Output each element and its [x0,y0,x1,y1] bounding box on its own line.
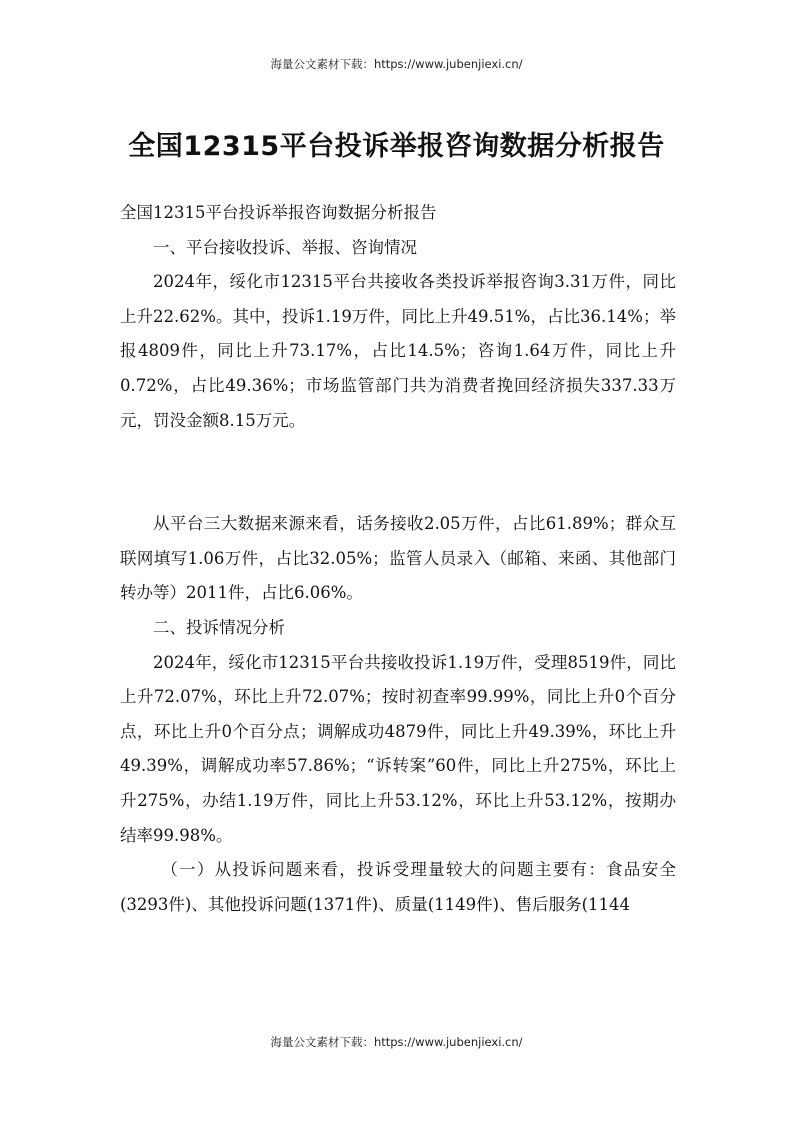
document-body [120,196,676,922]
page-header: 海量公文素材下载：https://www.jubenjiexi.cn/ [270,57,523,71]
page-footer: 海量公文素材下载：https://www.jubenjiexi.cn/ [270,1035,523,1049]
section-heading-2: 二、投诉情况分析 [153,617,285,637]
paragraph-gap [120,438,676,507]
paragraph-complaints: 2024年，绥化市12315平台共接收投诉1.19万件，受理8519件，同比上升72.07%，环比上升72.07%；按时初查率99.99%，同比上升0个百分点，环比上升0个百分点；调解成功4879件，同比上升49.39%，环比上升49.39%，调解成功率57.86%；“诉转案”60件，同比上升275%，环比上升275%，办结1.19万件，同比上升53.12%，环比上升53.12%，按期办结率99.98%。 [120,652,676,845]
body-heading: 全国12315平台投诉举报咨询数据分析报告 [120,203,437,222]
document-title: 全国12315平台投诉举报咨询数据分析报告 [128,131,665,162]
section-heading-1: 一、平台接收投诉、举报、咨询情况 [153,237,417,257]
paragraph-sources: 从平台三大数据来源来看，话务接收2.05万件，占比61.89%；群众互联网填写1.06万件，占比32.05%；监管人员录入（邮箱、来函、其他部门转办等）2011件，占比6.06%。 [120,514,676,603]
paragraph-complaint-issues: （一）从投诉问题来看，投诉受理量较大的问题主要有：食品安全(3293件)、其他投诉问题(1371件)、质量(1149件)、售后服务(1144 [120,860,676,914]
paragraph-summary: 2024年，绥化市12315平台共接收各类投诉举报咨询3.31万件，同比上升22.62%。其中，投诉1.19万件，同比上升49.51%，占比36.14%；举报4809件，同比上升73.17%，占比14.5%；咨询1.64万件，同比上升0.72%，占比49.36%；市场监管部门共为消费者挽回经济损失337.33万元，罚没金额8.15万元。 [120,272,676,430]
